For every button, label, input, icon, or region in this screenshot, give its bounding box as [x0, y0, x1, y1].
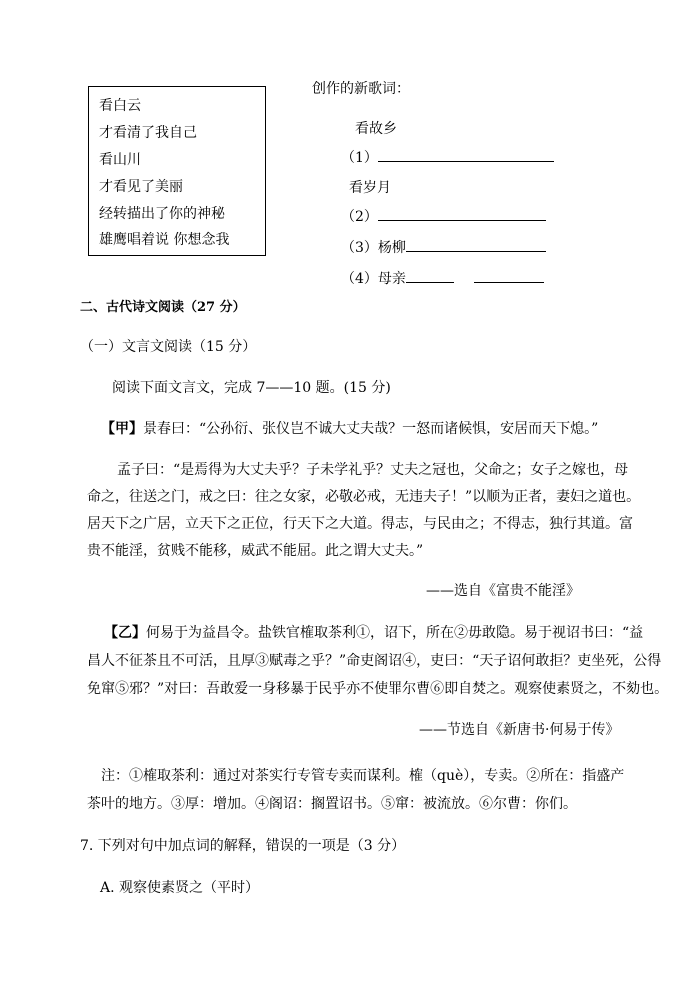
notes-line: 茶叶的地方。③厚：增加。④阁诏：搁置诏书。⑤窜：被流放。⑥尔曹：你们。 [87, 796, 577, 812]
lyrics-line: 才看见了美丽 [99, 179, 183, 195]
section-title: 二、古代诗文阅读（27 分） [80, 300, 246, 315]
passage-jia-line: 命之，往送之门，戒之曰：往之女家，必敬必戒，无违夫子！”以顺为正者，妻妇之道也。 [87, 489, 641, 505]
passage-label: 【甲】 [101, 421, 143, 437]
instruction-text: 阅读下面文言文，完成 7——10 题。(15 分) [112, 380, 391, 396]
item-label: （1） [341, 150, 378, 166]
answer-blank[interactable] [378, 206, 546, 221]
passage-jia-line: 孟子曰：“是焉得为大丈夫乎？子未学礼乎？丈夫之冠也，父命之；女子之嫁也，母 [117, 462, 629, 478]
new-lyrics-item-1 [341, 147, 554, 167]
item-label: （3）杨柳 [341, 240, 406, 256]
new-lyrics-line-2: 看岁月 [349, 180, 391, 196]
lyrics-line: 经转描出了你的神秘 [99, 206, 225, 222]
passage-jia-paragraph-1 [101, 418, 598, 438]
lyrics-line: 才看清了我自己 [99, 125, 197, 141]
notes-line: 注：①榷取茶利：通过对茶实行专管专卖而谋利。榷（què），专卖。②所在：指盛产 [101, 768, 625, 784]
passage-jia-line: 居天下之广居，立天下之正位，行天下之大道。得志，与民由之；不得志，独行其道。富 [87, 516, 633, 532]
new-lyrics-item-2 [341, 206, 546, 226]
answer-blank[interactable] [406, 268, 454, 283]
answer-blank[interactable] [474, 268, 544, 283]
answer-blank[interactable] [378, 147, 554, 162]
new-lyrics-item-4 [341, 268, 544, 288]
lyrics-line: 看山川 [99, 152, 141, 168]
passage-jia-line: 贵不能淫，贫贱不能移，威武不能屈。此之谓大丈夫。” [87, 543, 424, 559]
passage-yi-line: 昌人不征茶且不可活，且厚③赋毒之乎？”命吏阁诏④，吏曰：“天子诏何敢拒？吏坐死，公得 [87, 653, 662, 669]
new-lyrics-line-1: 看故乡 [355, 121, 397, 137]
item-label: （4）母亲 [341, 271, 406, 287]
question-7-stem: 7. 下列对句中加点词的解释，错误的一项是（3 分） [80, 838, 406, 854]
subsection-title: （一）文言文阅读（15 分） [80, 339, 257, 355]
passage-yi-line-1 [104, 622, 643, 642]
passage-jia-source: ——选自《富贵不能淫》 [426, 583, 580, 599]
passage-text: 何易于为益昌令。盐铁官榷取茶利①，诏下，所在②毋敢隐。易于视诏书曰：“益 [146, 625, 644, 641]
passage-label: 【乙】 [104, 625, 146, 641]
item-label: （2） [341, 209, 378, 225]
lyrics-box [88, 86, 266, 256]
lyrics-line: 看白云 [99, 98, 141, 114]
new-lyrics-title: 创作的新歌词： [312, 81, 410, 97]
passage-yi-source: ——节选自《新唐书·何易于传》 [419, 722, 620, 738]
lyrics-line: 雄鹰唱着说 你想念我 [99, 232, 230, 248]
passage-text: 景春曰：“公孙衍、张仪岂不诚大丈夫哉？一怒而诸候惧，安居而天下熄。” [143, 421, 599, 437]
answer-blank[interactable] [406, 237, 546, 252]
new-lyrics-item-3 [341, 237, 546, 257]
question-7-option-a: A. 观察使素贤之（平时） [100, 880, 260, 896]
passage-yi-line: 免窜⑤邪？”对曰：吾敢爱一身移暴于民乎亦不使罪尔曹⑥即自焚之。观察使素贤之，不劾也。 [87, 681, 669, 697]
